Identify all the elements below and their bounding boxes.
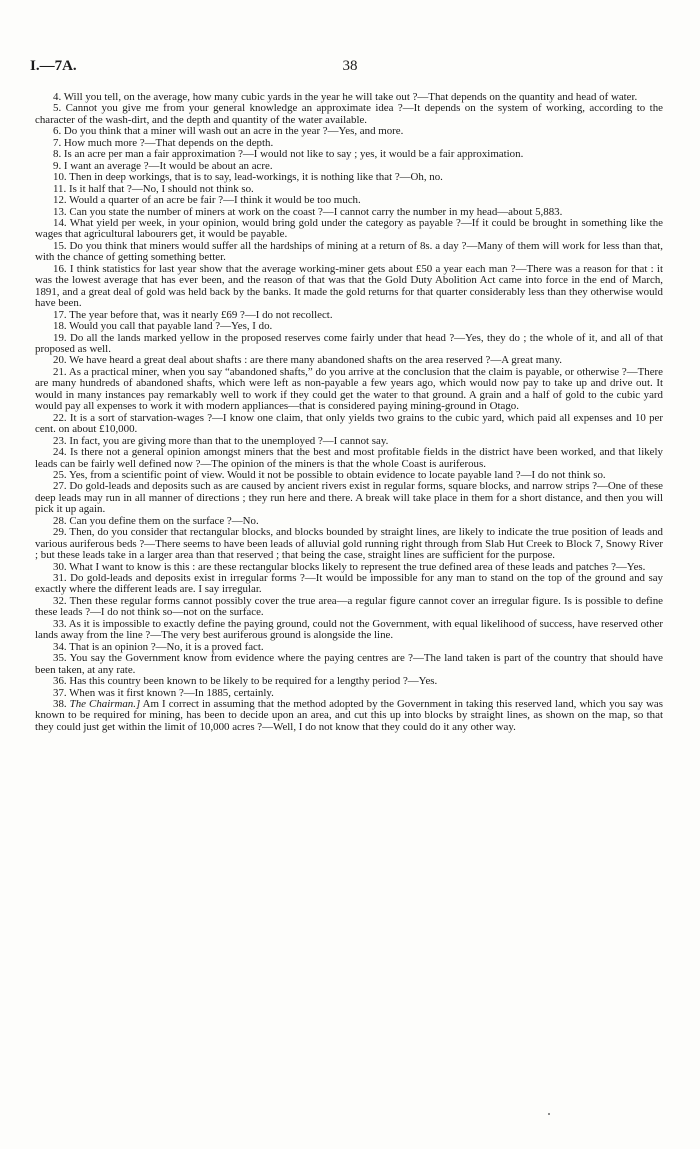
question-answer-text: The year before that, was it nearly £69 ?—I do not recollect. — [69, 308, 333, 321]
question-answer-text: I think statistics for last year show that the average working-miner gets about £50 a year each man ?—There was a reason for that : it was the lowest average that has ever been, and the reason of that was that the Gold Duty Abolition Act came into force in the end of March, 1891, and a great deal of gold was held back by the banks. It made the gold returns for that quarter considerably less than they otherwise would have been. — [35, 262, 663, 310]
question-number: 12. — [53, 194, 67, 207]
question-number: 33. — [53, 617, 67, 630]
question-number: 34. — [53, 640, 67, 653]
question-paragraph — [35, 241, 663, 264]
question-number: 17. — [53, 308, 67, 321]
question-number: 27. — [53, 480, 67, 493]
question-number: 18. — [53, 320, 67, 333]
question-answer-text: As a practical miner, when you say “abandoned shafts,” do you arrive at the conclusion that the claim is payable, or otherwise ?—There are many hundreds of abandoned shafts, which were left as non-payable a few years ago, which would now pay to take up and drive out. It would in many instances pay remarkably well to work if they could get the water to that ground. A grain and a half of gold to the cubic yard would pay all expenses to work it with modern appliances—that is considered paying mining-ground in Otago. — [35, 365, 664, 413]
question-answer-text: Will you tell, on the average, how many cubic yards in the year he will take out ?—That depends on the quantity and head of water. — [63, 91, 638, 103]
question-answer-text: Would a quarter of an acre be fair ?—I think it would be too much. — [69, 194, 361, 207]
question-number: 29. — [53, 526, 67, 539]
question-paragraph — [35, 573, 663, 596]
question-paragraph — [35, 103, 663, 126]
question-answer-text: Is an acre per man a fair approximation ?—I would not like to say ; yes, it would be a fair approximation. — [63, 148, 524, 161]
question-answer-text: We have heard a great deal about shafts : are there many abandoned shafts on the area reserved ?—A great many. — [69, 354, 562, 367]
testimony-body — [35, 92, 663, 733]
question-number: 5. — [53, 102, 62, 115]
question-number: 15. — [53, 239, 67, 252]
question-answer-text: Yes, from a scientific point of view. Would it not be possible to obtain evidence to locate payable land ?—I do not think so. — [68, 468, 606, 481]
question-number: 11. — [53, 182, 67, 195]
question-number: 23. — [53, 434, 67, 447]
question-paragraph — [35, 413, 663, 436]
question-number: 28. — [53, 514, 67, 527]
question-answer-text: What yield per week, in your opinion, would bring gold under the category as payable ?—If it could be brought in something like the wages that agricultural labourers get, it would be payable. — [35, 216, 663, 241]
question-paragraph — [35, 699, 663, 733]
question-paragraph — [35, 596, 663, 619]
question-answer-text: You say the Government know from evidence where the paying centres are ?—The land taken is part of the country that should have been taken, at any rate. — [35, 652, 663, 676]
question-answer-text: How much more ?—That depends on the depth. — [63, 136, 274, 149]
question-answer-text: Is there not a general opinion amongst miners that the best and most profitable fields in the district have been worked, and that likely leads can be fairly well defined now ?—The opinion of the miners is that the whole Coast is auriferous. — [35, 446, 663, 470]
question-paragraph — [35, 447, 663, 470]
document-reference: I.—7A. — [30, 58, 77, 74]
question-number: 25. — [53, 468, 67, 481]
question-number: 13. — [53, 205, 67, 218]
question-number: 8. — [53, 148, 62, 161]
question-number: 37. — [53, 686, 67, 699]
question-paragraph — [35, 218, 663, 241]
question-answer-text: Do gold-leads and deposits such as are caused by ancient rivers exist in regular forms, square blocks, and narrow strips ?—One of these deep leads may run in all manner of directions ; they run here and there. A break will take place in them for a short distance, and then you will pick it up again. — [35, 480, 663, 516]
speaker-label: The Chairman.] — [69, 698, 141, 711]
question-paragraph — [35, 653, 663, 676]
question-answer-text: Cannot you give me from your general knowledge an approximate idea ?—It depends on the system of working, according to the character of the wash-dirt, and the depth and quantity of the water available. — [35, 102, 663, 126]
question-answer-text: Can you define them on the surface ?—No. — [69, 514, 259, 527]
question-answer-text: Do you think that miners would suffer all the hardships of mining at a return of 8s. a day ?—Many of them will work for less than that, with the chance of getting something better. — [35, 239, 663, 264]
question-answer-text: In fact, you are giving more than that to the unemployed ?—I cannot say. — [69, 434, 389, 447]
question-number: 38. — [53, 698, 67, 711]
question-answer-text: As it is impossible to exactly define the paying ground, could not the Government, with equal likelihood of success, have reserved other lands away from the line ?—The very best auriferous ground is alongside the line. — [35, 617, 663, 642]
question-number: 24. — [53, 446, 67, 459]
question-number: 10. — [53, 171, 67, 184]
question-number: 32. — [53, 594, 67, 607]
question-answer-text: Then, do you consider that rectangular blocks, and blocks bounded by straight lines, are likely to indicate the true position of leads and various auriferous beds ?—There seems to have been leads of alluvial gold running right through from Slab Hut Creek to Block 7, Snowy River ; but these leads take in a larger area than that reserved ; that being the case, straight lines are sufficient for the purpose. — [35, 526, 663, 562]
question-number: 21. — [53, 365, 67, 378]
question-answer-text: Then in deep workings, that is to say, lead-workings, it is nothing like that ?—Oh, no. — [69, 171, 443, 184]
question-number: 31. — [53, 572, 67, 585]
question-number: 14. — [53, 216, 67, 229]
question-answer-text: Then these regular forms cannot possibly cover the true area—a regular figure cannot cover an irregular figure. Is is possible to define these leads ?—I do not think so—not on the surface. — [35, 594, 663, 619]
print-speck — [548, 1113, 550, 1115]
question-answer-text: It is a sort of starvation-wages ?—I know one claim, that only yields two grains to the cubic yard, which paid all expenses and 10 per cent. on about £10,000. — [35, 411, 663, 436]
question-number: 36. — [53, 675, 67, 688]
question-answer-text: That is an opinion ?—No, it is a proved fact. — [69, 640, 264, 653]
question-answer-text: Can you state the number of miners at work on the coast ?—I cannot carry the number in my head—about 5,883. — [69, 205, 563, 218]
question-paragraph — [35, 527, 663, 561]
question-number: 4. — [53, 91, 62, 103]
question-answer-text: Am I correct in assuming that the method adopted by the Government in taking this reserved land, which you say was known to be required for mining, has been to decide upon an area, and cut this up into blocks by straight lines, as shown on the map, so that they could just get within the limit of 10,000 acres ?—Well, I do not know that they could do it any other way. — [35, 698, 663, 733]
question-answer-text: Is it half that ?—No, I should not think so. — [68, 182, 254, 195]
question-number: 19. — [53, 331, 67, 344]
question-answer-text: I want an average ?—It would be about an acre. — [63, 159, 273, 172]
question-number: 20. — [53, 354, 67, 367]
page-header — [30, 58, 670, 80]
question-answer-text: What I want to know is this : are these rectangular blocks likely to represent the true defined area of these leads and patches ?—Yes. — [69, 560, 646, 573]
question-number: 6. — [53, 125, 62, 138]
question-paragraph — [35, 333, 663, 356]
question-answer-text: Do all the lands marked yellow in the proposed reserves come fairly under that head ?—Yes, they do ; the whole of it, and all of that proposed as well. — [35, 331, 663, 355]
question-number: 7. — [53, 136, 62, 149]
question-number: 22. — [53, 411, 67, 424]
question-number: 16. — [53, 262, 67, 275]
question-paragraph — [35, 481, 663, 515]
question-paragraph — [35, 367, 663, 413]
question-answer-text: Would you call that payable land ?—Yes, I do. — [69, 320, 273, 333]
question-answer-text: Has this country been known to be likely to be required for a lengthy period ?—Yes. — [69, 675, 438, 688]
question-number: 35. — [53, 652, 67, 665]
question-number: 30. — [53, 560, 67, 573]
question-answer-text: When was it first known ?—In 1885, certainly. — [69, 686, 274, 699]
page-number: 38 — [342, 58, 358, 74]
question-paragraph — [35, 264, 663, 310]
question-paragraph — [35, 619, 663, 642]
question-number: 9. — [53, 159, 62, 172]
question-answer-text: Do you think that a miner will wash out an acre in the year ?—Yes, and more. — [63, 125, 404, 138]
question-answer-text: Do gold-leads and deposits exist in irregular forms ?—It would be impossible for any man to stand on the top of the ground and say exactly where the different leads are. I say irregular. — [35, 572, 663, 596]
